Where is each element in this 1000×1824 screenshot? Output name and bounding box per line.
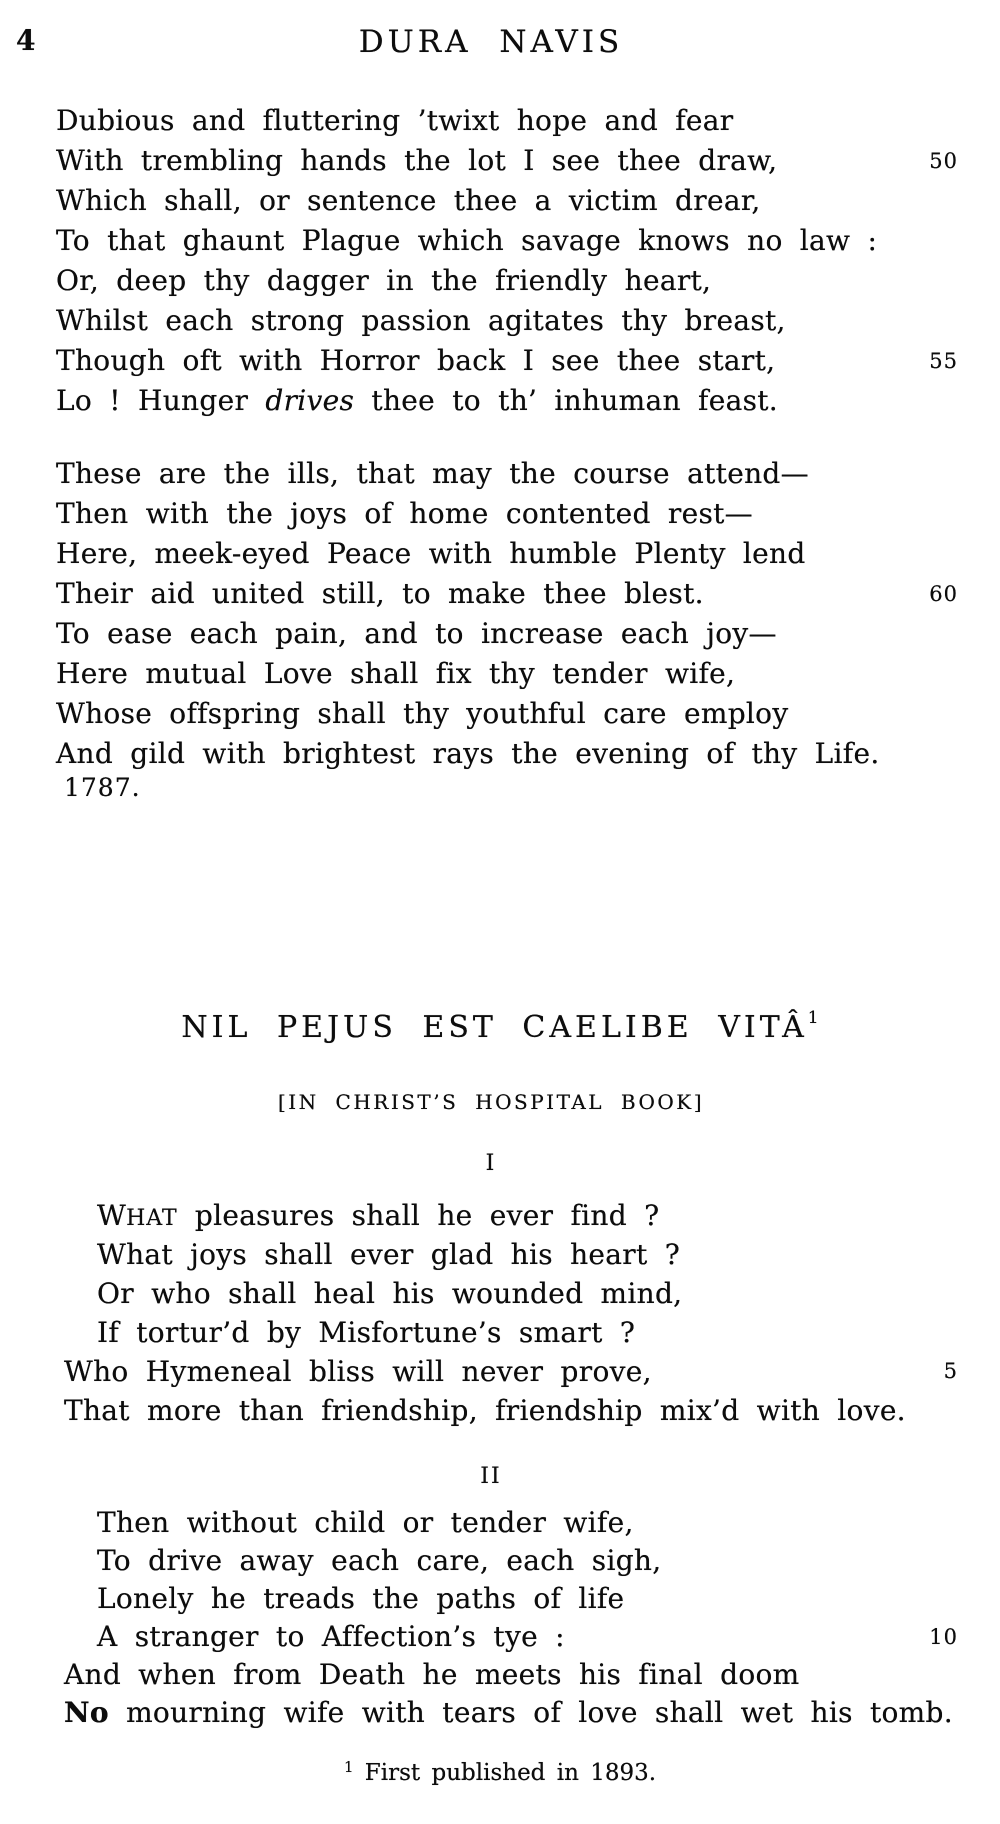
poem-line — [97, 1542, 958, 1580]
poem-line-text: Lonely he treads the paths of life — [97, 1582, 625, 1615]
poem-line — [97, 1274, 958, 1313]
poem-line — [64, 1352, 958, 1391]
poem-dura-navis — [56, 101, 958, 774]
poem-line — [56, 494, 958, 534]
poem-line — [56, 574, 958, 614]
poem-line-text: Their aid united still, to make thee blest. — [56, 577, 704, 610]
poem-line — [56, 101, 958, 141]
poem-line — [97, 1196, 958, 1235]
poem-line-text: Here, meek-eyed Peace with humble Plenty lend — [56, 537, 806, 570]
poem-line — [64, 1694, 958, 1732]
poem-line-text: To that ghaunt Plague which savage knows no law : — [56, 224, 878, 257]
poem-line — [97, 1580, 958, 1618]
poem-line-text: Dubious and fluttering ’twixt hope and fear — [56, 104, 734, 137]
poem-line — [56, 734, 958, 774]
poem-line-text: Then without child or tender wife, — [97, 1506, 634, 1539]
poem-line-text: Though oft with Horror back I see thee start, — [56, 344, 776, 377]
poem-line-text: With trembling hands the lot I see thee draw, — [56, 144, 778, 177]
footnote — [0, 1758, 1000, 1786]
poem-line — [64, 1391, 958, 1430]
poem-line-bold: No — [64, 1696, 109, 1729]
poem-line-text: Here mutual Love shall fix thy tender wife, — [56, 657, 736, 690]
stanza-numeral-2: II — [480, 1464, 502, 1489]
poem-line — [56, 141, 958, 181]
stanza — [56, 454, 958, 774]
poem-line — [56, 301, 958, 341]
line-number: 60 — [929, 582, 958, 606]
poem-line-text: A stranger to Affection’s tye : — [97, 1620, 565, 1653]
poem-title — [0, 1008, 1000, 1045]
poem-line — [97, 1235, 958, 1274]
poem-line — [97, 1504, 958, 1542]
poem-line — [56, 654, 958, 694]
poem-line-text: Whilst each strong passion agitates thy breast, — [56, 304, 786, 337]
running-title: DURA NAVIS — [358, 24, 624, 60]
poem-line-text: What joys shall ever glad his heart ? — [97, 1238, 681, 1271]
poem-line-text: To drive away each care, each sigh, — [97, 1544, 662, 1577]
poem-line-text: Who Hymeneal bliss will never prove, — [64, 1355, 652, 1388]
poem-stanza-1 — [64, 1196, 958, 1430]
poem-line — [56, 181, 958, 221]
stanza — [56, 101, 958, 421]
poem-line — [56, 454, 958, 494]
line-number: 50 — [929, 149, 958, 173]
footnote-marker: 1 — [343, 1758, 354, 1776]
poem-line-text: mourning wife with tears of love shall wet his tomb. — [108, 1696, 953, 1729]
poem-line-text: W — [97, 1199, 127, 1232]
poem-date: 1787. — [64, 773, 141, 802]
poem-line-text: Or, deep thy dagger in the friendly heart, — [56, 264, 712, 297]
line-number: 5 — [943, 1359, 958, 1383]
poem-line — [56, 221, 958, 261]
poem-line-text: To ease each pain, and to increase each joy— — [56, 617, 777, 650]
poem-line-text: Which shall, or sentence thee a victim drear, — [56, 184, 761, 217]
line-number: 10 — [929, 1625, 958, 1649]
poem-line — [64, 1656, 958, 1694]
poem-line — [97, 1313, 958, 1352]
footnote-text: First published in 1893. — [353, 1760, 657, 1786]
poem-line — [56, 341, 958, 381]
poem-line — [56, 381, 958, 421]
poem-line-text: thee to th’ inhuman feast. — [354, 384, 779, 417]
poem-line-text: Lo ! Hunger — [56, 384, 266, 417]
poem-line-text: Or who shall heal his wounded mind, — [97, 1277, 683, 1310]
poem-line-text: And when from Death he meets his final doom — [64, 1658, 800, 1691]
poem-stanza-2 — [64, 1504, 958, 1732]
poem-line-text: Whose offspring shall thy youthful care employ — [56, 697, 789, 730]
poem-line — [56, 534, 958, 574]
poem-line-text: If tortur’d by Misfortune’s smart ? — [97, 1316, 636, 1349]
poem-title-text: NIL PEJUS EST CAELIBE VITÂ — [181, 1010, 808, 1045]
poem-line-text: Then with the joys of home contented rest— — [56, 497, 753, 530]
poem-line — [56, 261, 958, 301]
poem-line — [56, 694, 958, 734]
poem-subtitle: [IN CHRIST’S HOSPITAL BOOK] — [277, 1090, 705, 1114]
poem-line-smallcaps: HAT — [126, 1206, 178, 1231]
poem-line-italic: drives — [265, 384, 355, 417]
line-number: 55 — [929, 349, 958, 373]
page-number: 4 — [16, 24, 36, 57]
poem-line — [97, 1618, 958, 1656]
poem-line-text: These are the ills, that may the course attend— — [56, 457, 809, 490]
poem-line — [56, 614, 958, 654]
poem-line-text: pleasures shall he ever find ? — [177, 1199, 660, 1232]
poem-line-text: And gild with brightest rays the evening of thy Life. — [56, 737, 880, 770]
poem-line-text: That more than friendship, friendship mix’d with love. — [64, 1394, 906, 1427]
stanza-numeral-1: I — [485, 1151, 497, 1176]
footnote-reference: 1 — [807, 1008, 819, 1028]
